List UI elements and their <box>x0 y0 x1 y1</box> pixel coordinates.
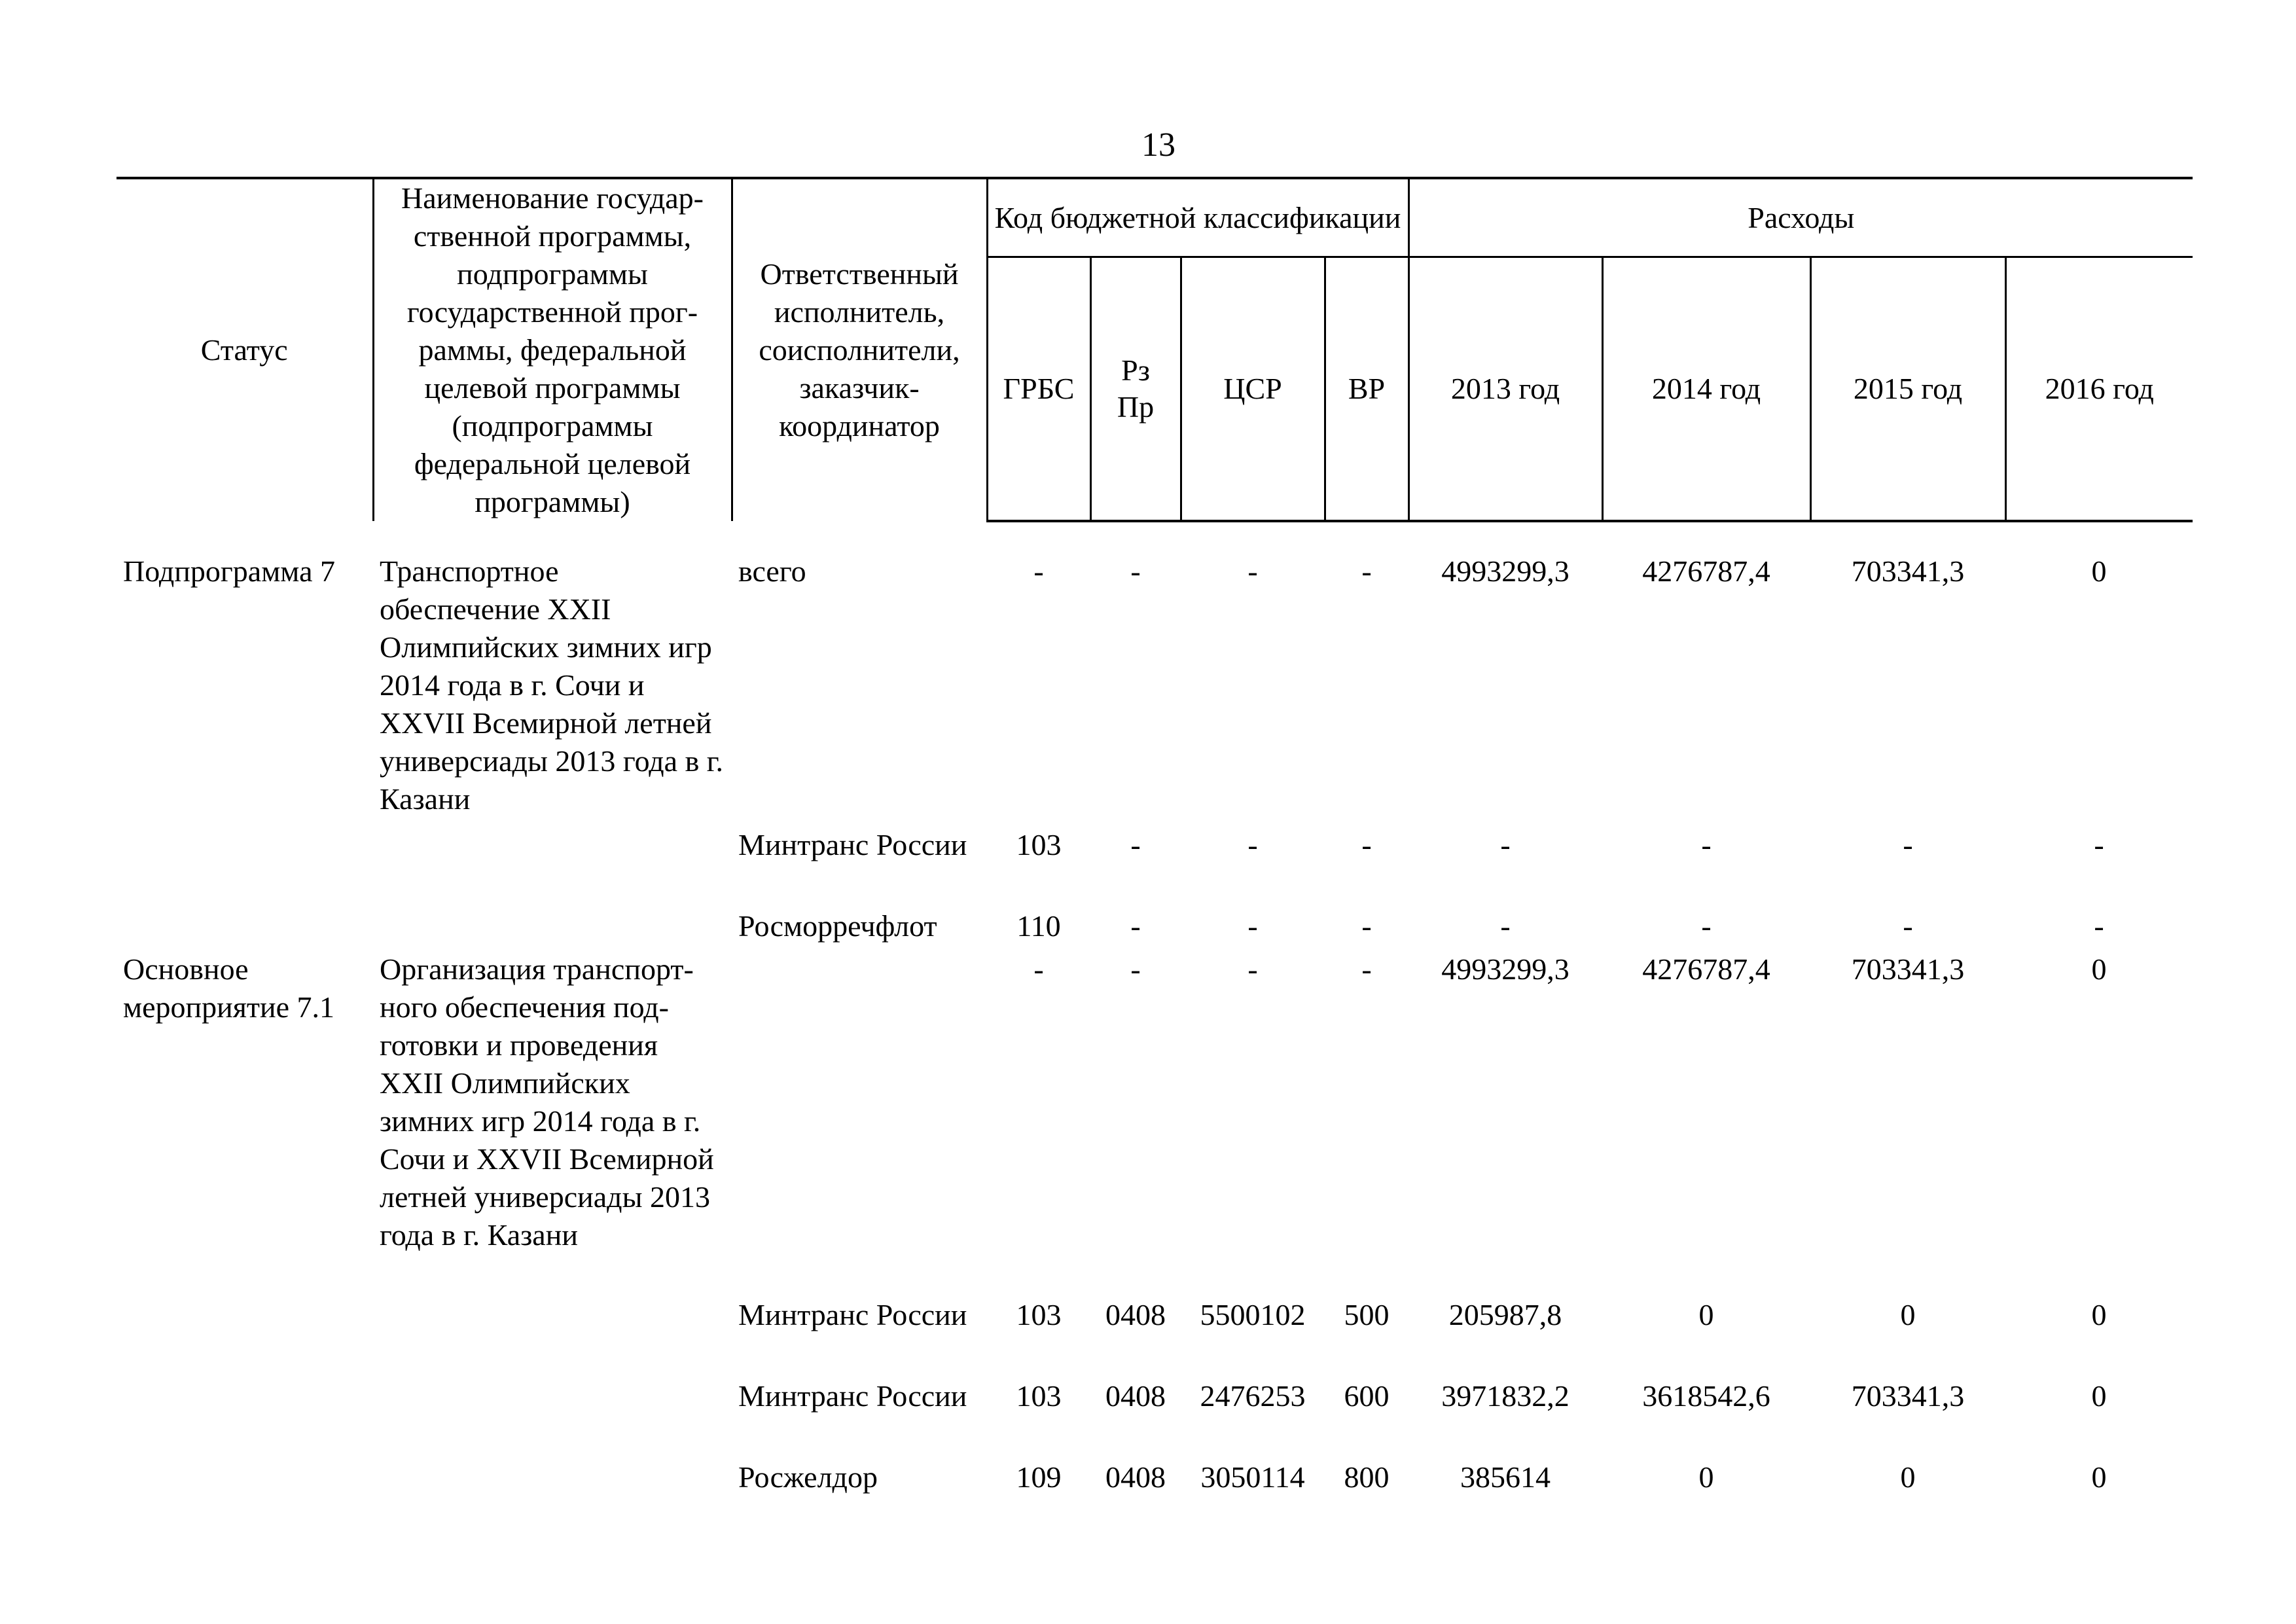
header-grbs: ГРБС <box>987 257 1090 521</box>
table-header <box>117 178 2193 521</box>
cell-y2016: 0 <box>2091 1379 2107 1413</box>
cell-status: Подпрограмма 7 <box>123 554 336 588</box>
cell-csr: 5500102 <box>1200 1298 1306 1331</box>
cell-name <box>373 1458 732 1502</box>
cell-grbs: 109 <box>1016 1460 1062 1494</box>
cell-name <box>373 1296 732 1377</box>
cell-y2013: 4993299,3 <box>1441 554 1570 588</box>
table-row <box>117 826 2193 907</box>
cell-vr: - <box>1361 554 1372 588</box>
cell-grbs: - <box>1033 952 1044 986</box>
cell-status <box>117 1458 373 1502</box>
table-row <box>117 1377 2193 1458</box>
cell-status <box>117 907 373 950</box>
header-year-2016: 2016 год <box>2005 257 2193 521</box>
cell-grbs: 103 <box>1016 1379 1062 1413</box>
cell-rzpr: - <box>1130 909 1141 943</box>
cell-rzpr: 0408 <box>1105 1460 1166 1494</box>
header-rzpr <box>1090 257 1181 521</box>
cell-grbs: - <box>1033 554 1044 588</box>
cell-y2014: - <box>1701 828 1712 861</box>
cell-y2014: 0 <box>1698 1298 1714 1331</box>
cell-csr: - <box>1247 828 1258 861</box>
cell-rzpr: - <box>1130 828 1141 861</box>
cell-executor: Минтранс России <box>738 1298 967 1331</box>
cell-vr: 800 <box>1344 1460 1390 1494</box>
cell-rzpr: 0408 <box>1105 1298 1166 1331</box>
cell-grbs: 103 <box>1016 828 1062 861</box>
cell-rzpr: - <box>1130 554 1141 588</box>
cell-y2013: 385614 <box>1460 1460 1551 1494</box>
cell-executor: всего <box>738 554 806 588</box>
cell-executor: Росжелдор <box>738 1460 878 1494</box>
header-budget-code-group: Код бюджетной классификации <box>987 178 1408 257</box>
cell-grbs: 103 <box>1016 1298 1062 1331</box>
cell-status <box>117 826 373 907</box>
cell-csr: - <box>1247 554 1258 588</box>
header-year-2014: 2014 год <box>1602 257 1810 521</box>
budget-table <box>117 177 2193 1502</box>
cell-y2014: - <box>1701 909 1712 943</box>
table-row <box>117 950 2193 1296</box>
cell-y2013: 205987,8 <box>1448 1298 1562 1331</box>
header-expenses-group: Расходы <box>1408 178 2193 257</box>
cell-y2015: 703341,3 <box>1851 1379 1965 1413</box>
cell-csr: 2476253 <box>1200 1379 1306 1413</box>
cell-y2013: 3971832,2 <box>1441 1379 1570 1413</box>
table-row <box>117 1458 2193 1502</box>
table-row <box>117 907 2193 950</box>
cell-status <box>117 1296 373 1377</box>
header-rzpr-label: Рз Пр <box>1117 353 1155 424</box>
cell-vr: - <box>1361 828 1372 861</box>
cell-y2013: - <box>1500 828 1511 861</box>
cell-status <box>117 1377 373 1458</box>
table-row <box>117 1296 2193 1377</box>
cell-name: Организация транспорт-ного обеспечения под-готовки и проведения XXII Олимпийских зимних игр 2014 года в г. Сочи и XXVII Всемирной летней универсиады 2013 года в г. Казани <box>380 952 714 1252</box>
header-status: Статус <box>117 178 373 521</box>
cell-name <box>373 907 732 950</box>
cell-y2014: 3618542,6 <box>1642 1379 1770 1413</box>
header-csr: ЦСР <box>1181 257 1325 521</box>
cell-y2016: 0 <box>2091 1298 2107 1331</box>
cell-y2016: 0 <box>2091 952 2107 986</box>
header-year-2013: 2013 год <box>1408 257 1602 521</box>
cell-csr: - <box>1247 952 1258 986</box>
cell-y2016: 0 <box>2091 554 2107 588</box>
cell-vr: 500 <box>1344 1298 1390 1331</box>
cell-rzpr: 0408 <box>1105 1379 1166 1413</box>
cell-y2015: 0 <box>1900 1298 1916 1331</box>
header-executor: Ответственный исполнитель, соисполнители, заказчик-координатор <box>732 178 987 521</box>
cell-name <box>373 1377 732 1458</box>
cell-status: Основное мероприятие 7.1 <box>123 952 335 1024</box>
header-name: Наименование государ-ственной программы, подпрограммы государственной прог-раммы, федеральной целевой программы (подпрограммы федеральной целевой программы) <box>373 178 732 521</box>
cell-y2013: - <box>1500 909 1511 943</box>
cell-y2016: 0 <box>2091 1460 2107 1494</box>
cell-vr: - <box>1361 952 1372 986</box>
cell-executor: Минтранс России <box>738 828 967 861</box>
cell-name <box>373 826 732 907</box>
cell-csr: 3050114 <box>1200 1460 1305 1494</box>
cell-executor: Росморречфлот <box>738 909 937 943</box>
table-row <box>117 552 2193 826</box>
page-number: 13 <box>1141 126 1175 164</box>
cell-y2015: 0 <box>1900 1460 1916 1494</box>
cell-vr: - <box>1361 909 1372 943</box>
cell-executor <box>732 950 987 1296</box>
cell-grbs: 110 <box>1016 909 1061 943</box>
cell-name: Транспортное обеспечение XXII Олимпийских зимних игр 2014 года в г. Сочи и XXVII Всемирной летней универсиады 2013 года в г. Казани <box>380 554 723 816</box>
cell-y2015: - <box>1903 828 1913 861</box>
cell-y2016: - <box>2094 828 2104 861</box>
header-vr: ВР <box>1325 257 1408 521</box>
cell-y2015: 703341,3 <box>1851 554 1965 588</box>
cell-y2014: 4276787,4 <box>1642 554 1770 588</box>
table-body <box>117 521 2193 1502</box>
cell-y2016: - <box>2094 909 2104 943</box>
cell-y2014: 0 <box>1698 1460 1714 1494</box>
cell-y2015: 703341,3 <box>1851 952 1965 986</box>
cell-csr: - <box>1247 909 1258 943</box>
cell-y2013: 4993299,3 <box>1441 952 1570 986</box>
cell-vr: 600 <box>1344 1379 1390 1413</box>
cell-y2014: 4276787,4 <box>1642 952 1770 986</box>
cell-y2015: - <box>1903 909 1913 943</box>
cell-rzpr: - <box>1130 952 1141 986</box>
cell-executor: Минтранс России <box>738 1379 967 1413</box>
header-year-2015: 2015 год <box>1810 257 2005 521</box>
